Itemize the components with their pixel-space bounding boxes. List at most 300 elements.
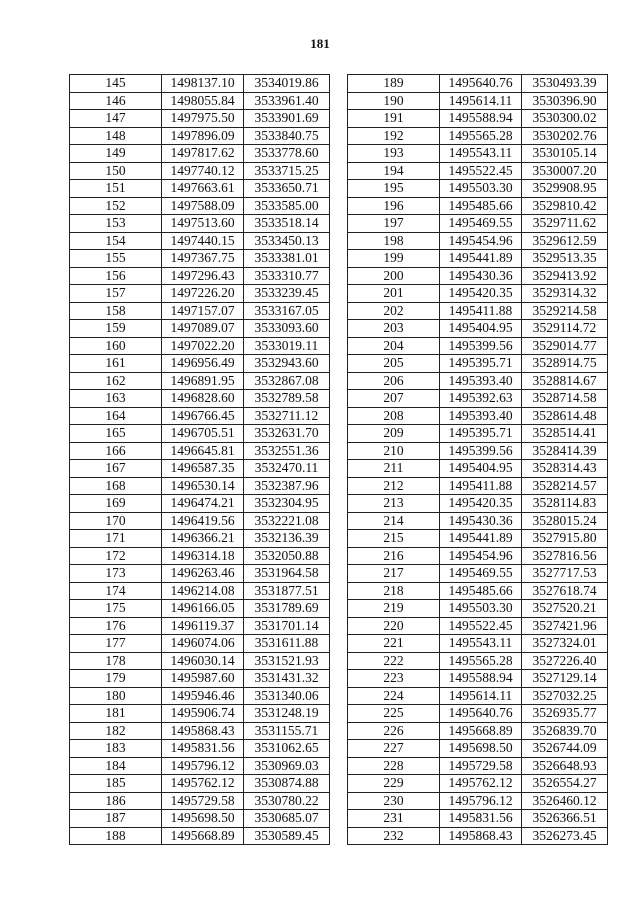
point-number-cell: 213 [348, 495, 440, 513]
point-number-cell: 190 [348, 92, 440, 110]
point-number-cell: 232 [348, 827, 440, 845]
point-number-cell: 195 [348, 180, 440, 198]
y-coordinate-cell: 3530105.14 [522, 145, 608, 163]
table-row [348, 757, 608, 775]
table-row [70, 635, 330, 653]
x-coordinate-cell: 1495420.35 [440, 495, 522, 513]
x-coordinate-cell: 1496214.08 [162, 582, 244, 600]
point-number-cell: 211 [348, 460, 440, 478]
point-number-cell: 199 [348, 250, 440, 268]
y-coordinate-cell: 3529214.58 [522, 302, 608, 320]
y-coordinate-cell: 3526554.27 [522, 775, 608, 793]
table-row [348, 250, 608, 268]
y-coordinate-cell: 3530396.90 [522, 92, 608, 110]
table-row [348, 600, 608, 618]
y-coordinate-cell: 3533961.40 [244, 92, 330, 110]
point-number-cell: 207 [348, 390, 440, 408]
table-row [70, 652, 330, 670]
y-coordinate-cell: 3533310.77 [244, 267, 330, 285]
table-row [70, 215, 330, 233]
y-coordinate-cell: 3529612.59 [522, 232, 608, 250]
x-coordinate-cell: 1495640.76 [440, 705, 522, 723]
table-row [70, 512, 330, 530]
point-number-cell: 204 [348, 337, 440, 355]
table-row [70, 110, 330, 128]
table-row [348, 810, 608, 828]
point-number-cell: 153 [70, 215, 162, 233]
point-number-cell: 163 [70, 390, 162, 408]
point-number-cell: 188 [70, 827, 162, 845]
table-row [348, 267, 608, 285]
y-coordinate-cell: 3532867.08 [244, 372, 330, 390]
table-row [348, 617, 608, 635]
point-number-cell: 149 [70, 145, 162, 163]
x-coordinate-cell: 1495485.66 [440, 582, 522, 600]
x-coordinate-cell: 1495946.46 [162, 687, 244, 705]
x-coordinate-cell: 1495868.43 [162, 722, 244, 740]
y-coordinate-cell: 3529711.62 [522, 215, 608, 233]
point-number-cell: 167 [70, 460, 162, 478]
point-number-cell: 161 [70, 355, 162, 373]
point-number-cell: 203 [348, 320, 440, 338]
x-coordinate-cell: 1495430.36 [440, 267, 522, 285]
x-coordinate-cell: 1495698.50 [440, 740, 522, 758]
table-row [348, 425, 608, 443]
table-row [348, 285, 608, 303]
y-coordinate-cell: 3526366.51 [522, 810, 608, 828]
table-row [70, 337, 330, 355]
table-row [348, 407, 608, 425]
table-row [348, 512, 608, 530]
y-coordinate-cell: 3528814.67 [522, 372, 608, 390]
x-coordinate-cell: 1495668.89 [440, 722, 522, 740]
point-number-cell: 178 [70, 652, 162, 670]
y-coordinate-cell: 3533778.60 [244, 145, 330, 163]
y-coordinate-cell: 3528314.43 [522, 460, 608, 478]
table-row [70, 425, 330, 443]
x-coordinate-cell: 1495454.96 [440, 547, 522, 565]
y-coordinate-cell: 3531789.69 [244, 600, 330, 618]
table-row [348, 127, 608, 145]
point-number-cell: 218 [348, 582, 440, 600]
y-coordinate-cell: 3528514.41 [522, 425, 608, 443]
point-number-cell: 226 [348, 722, 440, 740]
point-number-cell: 224 [348, 687, 440, 705]
table-row [348, 687, 608, 705]
point-number-cell: 192 [348, 127, 440, 145]
point-number-cell: 186 [70, 792, 162, 810]
y-coordinate-cell: 3531521.93 [244, 652, 330, 670]
point-number-cell: 160 [70, 337, 162, 355]
point-number-cell: 179 [70, 670, 162, 688]
x-coordinate-cell: 1496891.95 [162, 372, 244, 390]
y-coordinate-cell: 3532470.11 [244, 460, 330, 478]
x-coordinate-cell: 1495522.45 [440, 162, 522, 180]
page-number: 181 [310, 36, 330, 51]
table-row [348, 565, 608, 583]
point-number-cell: 148 [70, 127, 162, 145]
point-number-cell: 221 [348, 635, 440, 653]
point-number-cell: 162 [70, 372, 162, 390]
y-coordinate-cell: 3533381.01 [244, 250, 330, 268]
x-coordinate-cell: 1495796.12 [440, 792, 522, 810]
table-row [70, 407, 330, 425]
point-number-cell: 176 [70, 617, 162, 635]
table-row [70, 92, 330, 110]
table-row [348, 460, 608, 478]
x-coordinate-cell: 1497975.50 [162, 110, 244, 128]
point-number-cell: 184 [70, 757, 162, 775]
point-number-cell: 223 [348, 670, 440, 688]
table-row [348, 740, 608, 758]
table-row [70, 302, 330, 320]
point-number-cell: 219 [348, 600, 440, 618]
table-row [348, 75, 608, 93]
point-number-cell: 193 [348, 145, 440, 163]
x-coordinate-cell: 1497440.15 [162, 232, 244, 250]
point-number-cell: 151 [70, 180, 162, 198]
x-coordinate-cell: 1497089.07 [162, 320, 244, 338]
y-coordinate-cell: 3526839.70 [522, 722, 608, 740]
table-row [70, 827, 330, 845]
y-coordinate-cell: 3528114.83 [522, 495, 608, 513]
x-coordinate-cell: 1495454.96 [440, 232, 522, 250]
y-coordinate-cell: 3533093.60 [244, 320, 330, 338]
table-row [70, 355, 330, 373]
x-coordinate-cell: 1495469.55 [440, 565, 522, 583]
table-row [348, 495, 608, 513]
point-number-cell: 183 [70, 740, 162, 758]
x-coordinate-cell: 1497740.12 [162, 162, 244, 180]
table-row [348, 92, 608, 110]
x-coordinate-cell: 1495411.88 [440, 477, 522, 495]
point-number-cell: 182 [70, 722, 162, 740]
point-number-cell: 206 [348, 372, 440, 390]
y-coordinate-cell: 3532711.12 [244, 407, 330, 425]
table-row [348, 145, 608, 163]
table-row [348, 442, 608, 460]
y-coordinate-cell: 3526935.77 [522, 705, 608, 723]
point-number-cell: 201 [348, 285, 440, 303]
table-row [348, 547, 608, 565]
y-coordinate-cell: 3530874.88 [244, 775, 330, 793]
x-coordinate-cell: 1497588.09 [162, 197, 244, 215]
x-coordinate-cell: 1496956.49 [162, 355, 244, 373]
y-coordinate-cell: 3530007.20 [522, 162, 608, 180]
point-number-cell: 166 [70, 442, 162, 460]
x-coordinate-cell: 1495393.40 [440, 407, 522, 425]
y-coordinate-cell: 3532304.95 [244, 495, 330, 513]
x-coordinate-cell: 1496366.21 [162, 530, 244, 548]
x-coordinate-cell: 1496314.18 [162, 547, 244, 565]
table-row [70, 320, 330, 338]
y-coordinate-cell: 3529810.42 [522, 197, 608, 215]
y-coordinate-cell: 3533585.00 [244, 197, 330, 215]
x-coordinate-cell: 1495868.43 [440, 827, 522, 845]
x-coordinate-cell: 1495543.11 [440, 635, 522, 653]
y-coordinate-cell: 3528714.58 [522, 390, 608, 408]
point-number-cell: 212 [348, 477, 440, 495]
x-coordinate-cell: 1496530.14 [162, 477, 244, 495]
x-coordinate-cell: 1495588.94 [440, 110, 522, 128]
x-coordinate-cell: 1495503.30 [440, 180, 522, 198]
x-coordinate-cell: 1497896.09 [162, 127, 244, 145]
point-number-cell: 220 [348, 617, 440, 635]
point-number-cell: 231 [348, 810, 440, 828]
x-coordinate-cell: 1497022.20 [162, 337, 244, 355]
point-number-cell: 152 [70, 197, 162, 215]
table-row [70, 757, 330, 775]
x-coordinate-cell: 1496030.14 [162, 652, 244, 670]
y-coordinate-cell: 3529314.32 [522, 285, 608, 303]
x-coordinate-cell: 1495399.56 [440, 442, 522, 460]
table-row [70, 145, 330, 163]
y-coordinate-cell: 3531431.32 [244, 670, 330, 688]
x-coordinate-cell: 1496474.21 [162, 495, 244, 513]
x-coordinate-cell: 1496828.60 [162, 390, 244, 408]
point-number-cell: 191 [348, 110, 440, 128]
x-coordinate-cell: 1495698.50 [162, 810, 244, 828]
y-coordinate-cell: 3531877.51 [244, 582, 330, 600]
point-number-cell: 173 [70, 565, 162, 583]
table-row [70, 250, 330, 268]
y-coordinate-cell: 3527915.80 [522, 530, 608, 548]
x-coordinate-cell: 1495640.76 [440, 75, 522, 93]
y-coordinate-cell: 3531964.58 [244, 565, 330, 583]
table-row [70, 600, 330, 618]
y-coordinate-cell: 3530493.39 [522, 75, 608, 93]
y-coordinate-cell: 3528414.39 [522, 442, 608, 460]
table-row [348, 355, 608, 373]
y-coordinate-cell: 3530780.22 [244, 792, 330, 810]
coordinate-table-left [69, 74, 330, 845]
point-number-cell: 171 [70, 530, 162, 548]
x-coordinate-cell: 1497817.62 [162, 145, 244, 163]
x-coordinate-cell: 1496263.46 [162, 565, 244, 583]
y-coordinate-cell: 3529014.77 [522, 337, 608, 355]
table-row [348, 302, 608, 320]
table-row [70, 267, 330, 285]
y-coordinate-cell: 3529513.35 [522, 250, 608, 268]
x-coordinate-cell: 1495522.45 [440, 617, 522, 635]
x-coordinate-cell: 1495441.89 [440, 250, 522, 268]
y-coordinate-cell: 3531062.65 [244, 740, 330, 758]
x-coordinate-cell: 1495614.11 [440, 92, 522, 110]
point-number-cell: 196 [348, 197, 440, 215]
x-coordinate-cell: 1495395.71 [440, 425, 522, 443]
x-coordinate-cell: 1495831.56 [440, 810, 522, 828]
point-number-cell: 170 [70, 512, 162, 530]
table-row [70, 197, 330, 215]
point-number-cell: 217 [348, 565, 440, 583]
x-coordinate-cell: 1496766.45 [162, 407, 244, 425]
point-number-cell: 159 [70, 320, 162, 338]
table-row [70, 285, 330, 303]
y-coordinate-cell: 3527129.14 [522, 670, 608, 688]
table-row [70, 460, 330, 478]
y-coordinate-cell: 3527226.40 [522, 652, 608, 670]
table-row [348, 530, 608, 548]
table-row [70, 547, 330, 565]
x-coordinate-cell: 1495565.28 [440, 652, 522, 670]
table-row [348, 705, 608, 723]
x-coordinate-cell: 1495543.11 [440, 145, 522, 163]
table-row [70, 530, 330, 548]
x-coordinate-cell: 1495987.60 [162, 670, 244, 688]
table-row [348, 180, 608, 198]
y-coordinate-cell: 3532221.08 [244, 512, 330, 530]
y-coordinate-cell: 3531248.19 [244, 705, 330, 723]
point-number-cell: 198 [348, 232, 440, 250]
point-number-cell: 165 [70, 425, 162, 443]
point-number-cell: 230 [348, 792, 440, 810]
table-row [348, 197, 608, 215]
x-coordinate-cell: 1495796.12 [162, 757, 244, 775]
point-number-cell: 209 [348, 425, 440, 443]
x-coordinate-cell: 1495762.12 [162, 775, 244, 793]
table-row [348, 337, 608, 355]
table-row [348, 792, 608, 810]
point-number-cell: 194 [348, 162, 440, 180]
table-row [70, 477, 330, 495]
y-coordinate-cell: 3533450.13 [244, 232, 330, 250]
table-row [70, 705, 330, 723]
x-coordinate-cell: 1495503.30 [440, 600, 522, 618]
x-coordinate-cell: 1498137.10 [162, 75, 244, 93]
y-coordinate-cell: 3527324.01 [522, 635, 608, 653]
y-coordinate-cell: 3530589.45 [244, 827, 330, 845]
table-row [348, 215, 608, 233]
point-number-cell: 228 [348, 757, 440, 775]
y-coordinate-cell: 3529114.72 [522, 320, 608, 338]
y-coordinate-cell: 3534019.86 [244, 75, 330, 93]
table-row [348, 652, 608, 670]
point-number-cell: 177 [70, 635, 162, 653]
y-coordinate-cell: 3527032.25 [522, 687, 608, 705]
point-number-cell: 169 [70, 495, 162, 513]
table-row [348, 582, 608, 600]
table-row [348, 635, 608, 653]
point-number-cell: 150 [70, 162, 162, 180]
x-coordinate-cell: 1495430.36 [440, 512, 522, 530]
coordinate-table-right [347, 74, 608, 845]
point-number-cell: 227 [348, 740, 440, 758]
point-number-cell: 168 [70, 477, 162, 495]
y-coordinate-cell: 3526460.12 [522, 792, 608, 810]
y-coordinate-cell: 3530300.02 [522, 110, 608, 128]
x-coordinate-cell: 1495395.71 [440, 355, 522, 373]
x-coordinate-cell: 1496119.37 [162, 617, 244, 635]
y-coordinate-cell: 3533019.11 [244, 337, 330, 355]
y-coordinate-cell: 3530685.07 [244, 810, 330, 828]
x-coordinate-cell: 1495392.63 [440, 390, 522, 408]
x-coordinate-cell: 1496419.56 [162, 512, 244, 530]
x-coordinate-cell: 1495441.89 [440, 530, 522, 548]
point-number-cell: 147 [70, 110, 162, 128]
x-coordinate-cell: 1495393.40 [440, 372, 522, 390]
y-coordinate-cell: 3527618.74 [522, 582, 608, 600]
y-coordinate-cell: 3532551.36 [244, 442, 330, 460]
table-row [70, 565, 330, 583]
point-number-cell: 197 [348, 215, 440, 233]
point-number-cell: 187 [70, 810, 162, 828]
y-coordinate-cell: 3530202.76 [522, 127, 608, 145]
x-coordinate-cell: 1495404.95 [440, 460, 522, 478]
x-coordinate-cell: 1495831.56 [162, 740, 244, 758]
point-number-cell: 175 [70, 600, 162, 618]
table-row [70, 390, 330, 408]
point-number-cell: 164 [70, 407, 162, 425]
x-coordinate-cell: 1498055.84 [162, 92, 244, 110]
point-number-cell: 181 [70, 705, 162, 723]
point-number-cell: 225 [348, 705, 440, 723]
table-row [348, 232, 608, 250]
x-coordinate-cell: 1496587.35 [162, 460, 244, 478]
y-coordinate-cell: 3526744.09 [522, 740, 608, 758]
y-coordinate-cell: 3532631.70 [244, 425, 330, 443]
point-number-cell: 229 [348, 775, 440, 793]
point-number-cell: 172 [70, 547, 162, 565]
y-coordinate-cell: 3530969.03 [244, 757, 330, 775]
point-number-cell: 155 [70, 250, 162, 268]
x-coordinate-cell: 1497513.60 [162, 215, 244, 233]
point-number-cell: 180 [70, 687, 162, 705]
x-coordinate-cell: 1495729.58 [162, 792, 244, 810]
table-row [348, 670, 608, 688]
y-coordinate-cell: 3531340.06 [244, 687, 330, 705]
table-row [348, 775, 608, 793]
point-number-cell: 146 [70, 92, 162, 110]
y-coordinate-cell: 3533650.71 [244, 180, 330, 198]
y-coordinate-cell: 3533167.05 [244, 302, 330, 320]
y-coordinate-cell: 3531701.14 [244, 617, 330, 635]
x-coordinate-cell: 1495469.55 [440, 215, 522, 233]
table-row [348, 477, 608, 495]
table-row [70, 670, 330, 688]
x-coordinate-cell: 1495906.74 [162, 705, 244, 723]
y-coordinate-cell: 3532136.39 [244, 530, 330, 548]
y-coordinate-cell: 3531611.88 [244, 635, 330, 653]
y-coordinate-cell: 3527717.53 [522, 565, 608, 583]
y-coordinate-cell: 3532943.60 [244, 355, 330, 373]
point-number-cell: 222 [348, 652, 440, 670]
point-number-cell: 216 [348, 547, 440, 565]
x-coordinate-cell: 1496705.51 [162, 425, 244, 443]
x-coordinate-cell: 1495565.28 [440, 127, 522, 145]
table-row [70, 810, 330, 828]
x-coordinate-cell: 1495420.35 [440, 285, 522, 303]
y-coordinate-cell: 3532387.96 [244, 477, 330, 495]
x-coordinate-cell: 1497663.61 [162, 180, 244, 198]
point-number-cell: 189 [348, 75, 440, 93]
y-coordinate-cell: 3529413.92 [522, 267, 608, 285]
y-coordinate-cell: 3533715.25 [244, 162, 330, 180]
y-coordinate-cell: 3527816.56 [522, 547, 608, 565]
x-coordinate-cell: 1497226.20 [162, 285, 244, 303]
y-coordinate-cell: 3526273.45 [522, 827, 608, 845]
table-row [348, 722, 608, 740]
table-row [70, 127, 330, 145]
x-coordinate-cell: 1495729.58 [440, 757, 522, 775]
table-row [70, 442, 330, 460]
point-number-cell: 202 [348, 302, 440, 320]
x-coordinate-cell: 1497367.75 [162, 250, 244, 268]
y-coordinate-cell: 3533840.75 [244, 127, 330, 145]
y-coordinate-cell: 3533518.14 [244, 215, 330, 233]
y-coordinate-cell: 3532050.88 [244, 547, 330, 565]
point-number-cell: 200 [348, 267, 440, 285]
x-coordinate-cell: 1496074.06 [162, 635, 244, 653]
